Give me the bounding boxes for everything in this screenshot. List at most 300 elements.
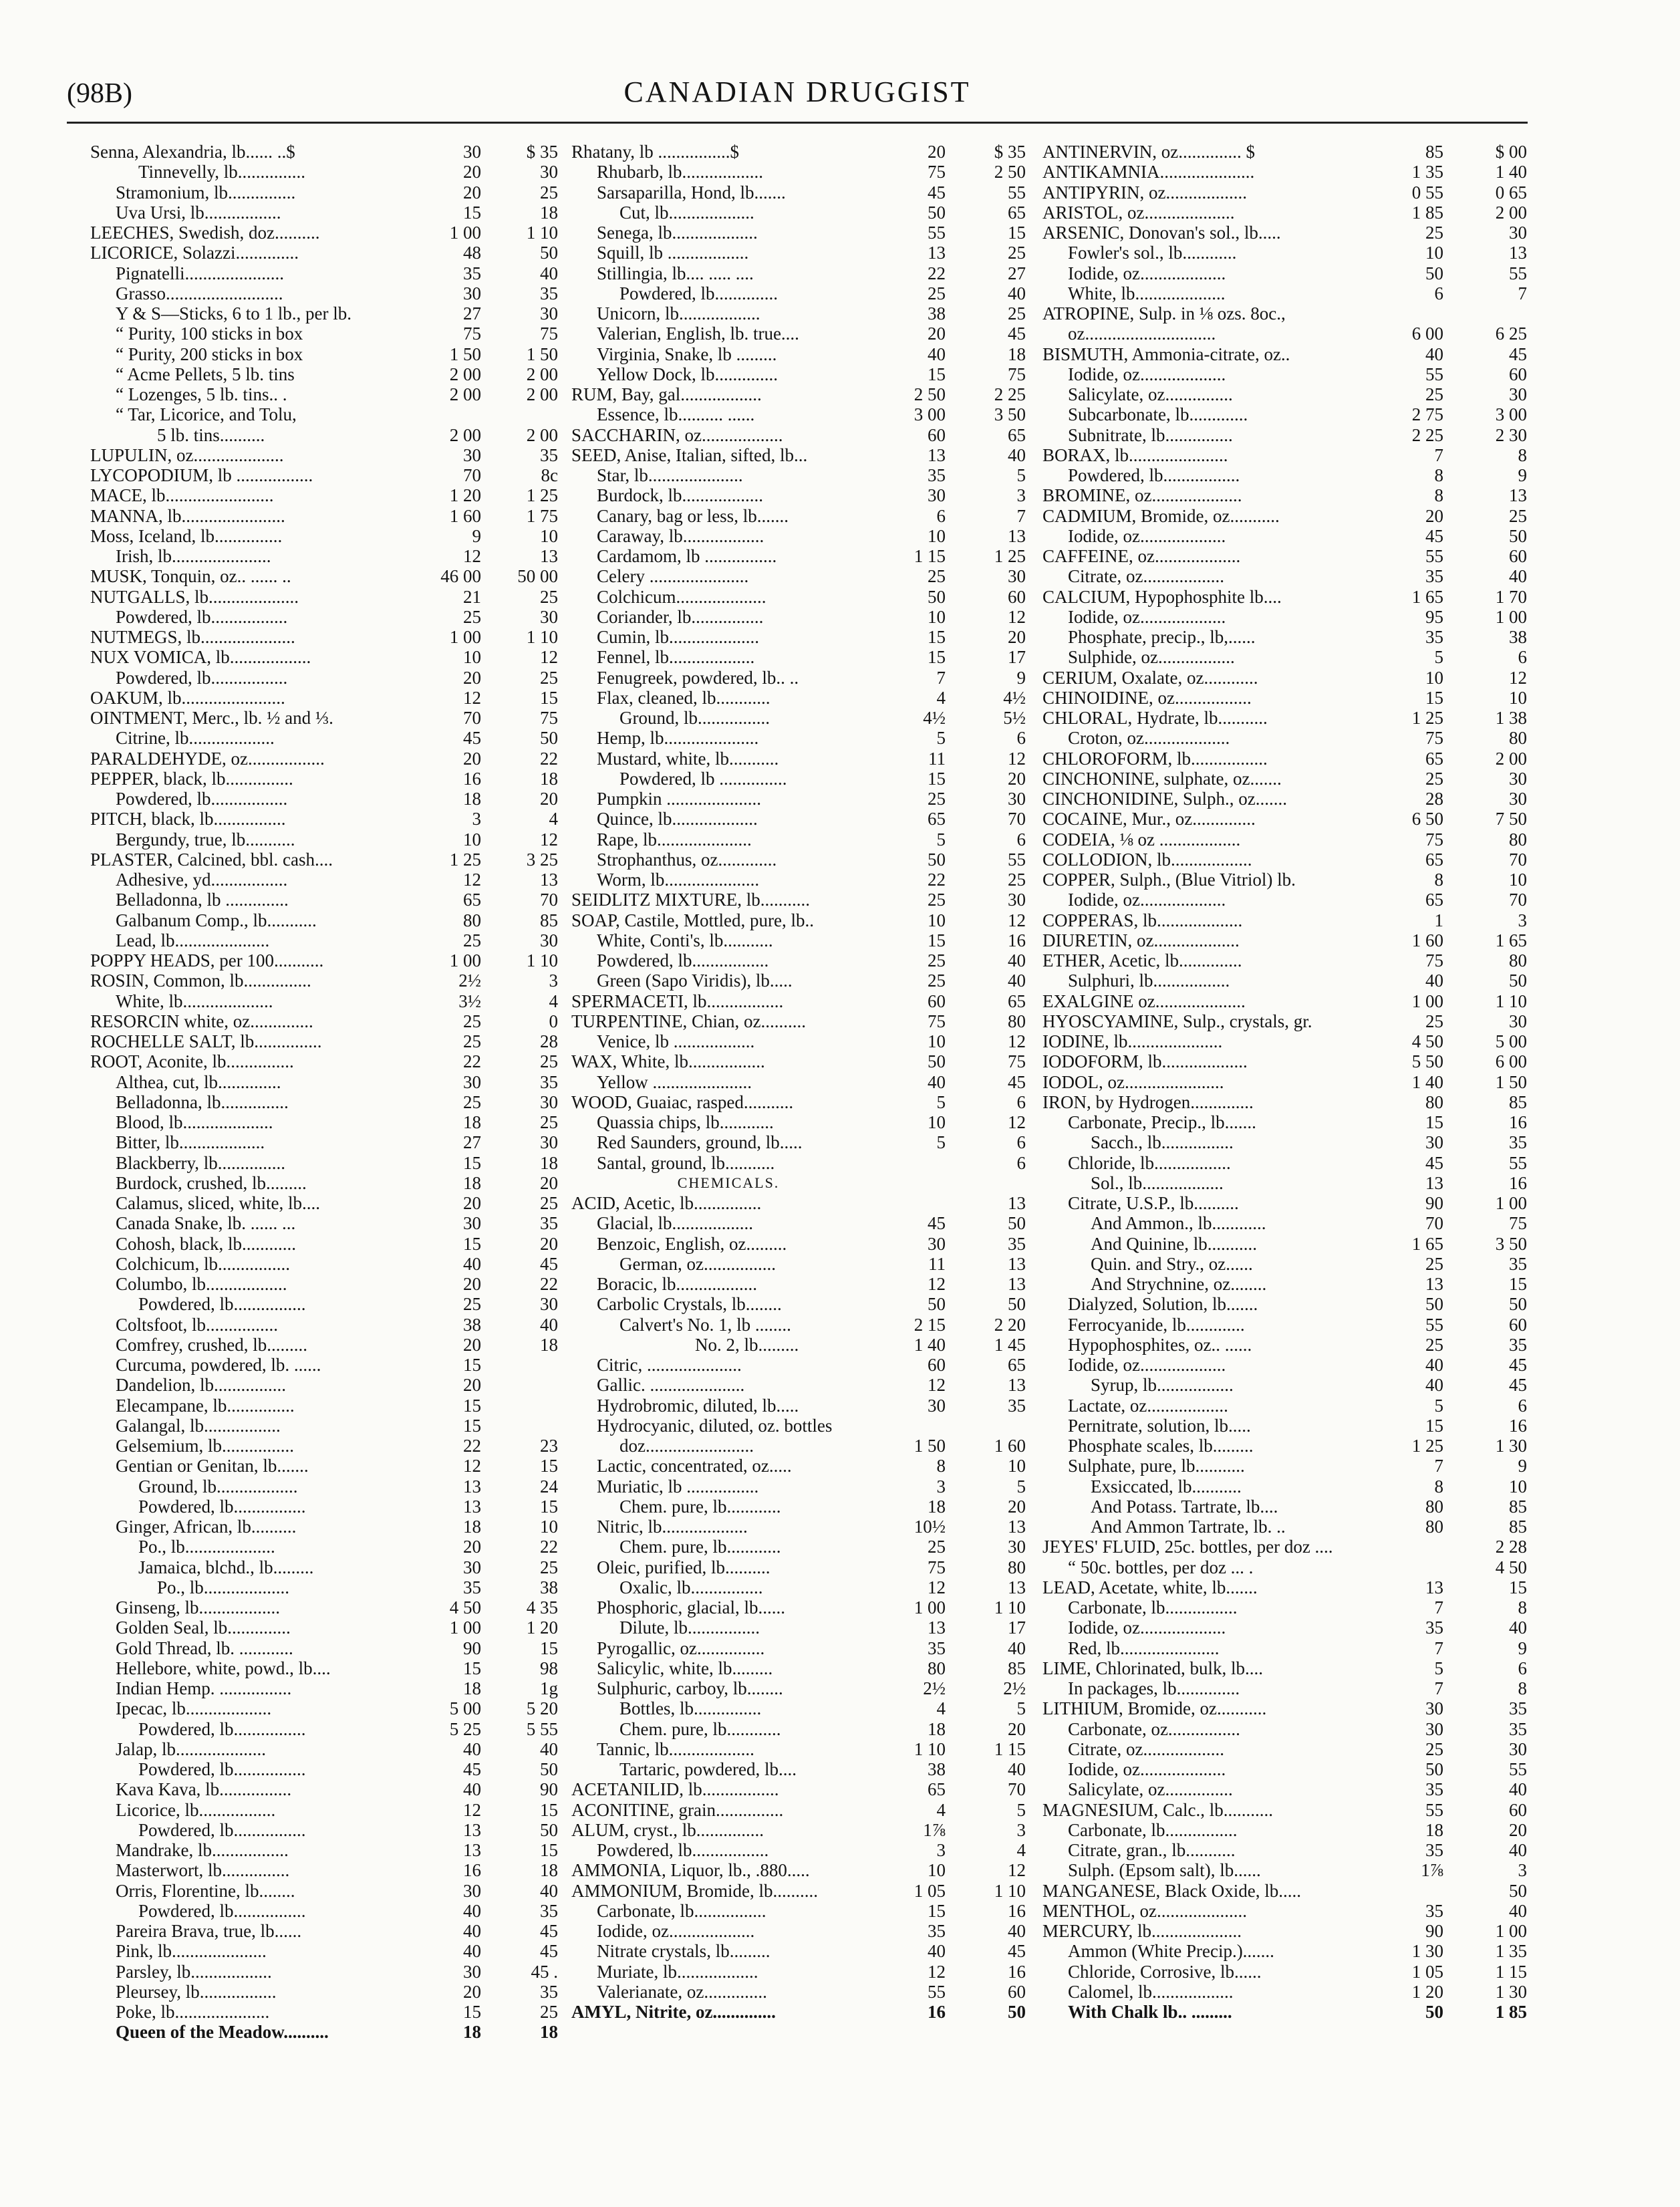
price-row — [1042, 344, 1530, 364]
price-row — [571, 1517, 1032, 1537]
price-high: 15 — [1008, 223, 1026, 243]
item-name: Comfrey, crushed, lb......... — [116, 1334, 307, 1355]
price-high: 15 — [1509, 1577, 1527, 1597]
item-name: Gallic. ..................... — [597, 1375, 745, 1396]
item-name: “ 50c. bottles, per doz ... . — [1068, 1557, 1254, 1577]
price-row — [1042, 546, 1530, 566]
price-high: 85 — [1509, 1496, 1527, 1517]
price-high: 15 — [540, 1638, 558, 1658]
price-low: 20 — [463, 1537, 481, 1557]
item-name: ANTIKAMNIA..................... — [1042, 162, 1255, 182]
price-row — [571, 789, 1032, 809]
price-row — [1042, 890, 1530, 910]
price-low: 65 — [1425, 748, 1443, 769]
item-name: Bitter, lb................... — [116, 1132, 265, 1153]
item-name: Uva Ursi, lb................. — [116, 202, 281, 223]
price-row — [1042, 263, 1530, 283]
price-high: 0 — [549, 1011, 558, 1031]
price-high: 13 — [1008, 1577, 1026, 1597]
price-high: 3 25 — [526, 849, 558, 870]
price-high: 4 — [549, 809, 558, 829]
price-row — [90, 344, 561, 364]
price-row — [571, 668, 1032, 688]
price-row — [1042, 1921, 1530, 1941]
price-row — [1042, 243, 1530, 263]
price-low: 80 — [1425, 1091, 1443, 1112]
price-row — [90, 1537, 561, 1557]
price-row — [1042, 809, 1530, 829]
price-high: 12 — [540, 647, 558, 668]
price-row — [90, 566, 561, 586]
price-high: 12 — [1008, 606, 1026, 627]
item-name: OAKUM, lb....................... — [90, 687, 285, 708]
price-row — [1042, 870, 1530, 890]
price-column-1 — [90, 142, 561, 2043]
item-name: Ipecac, lb................... — [116, 1698, 272, 1719]
price-high: 2½ — [1003, 1678, 1026, 1698]
price-row — [90, 688, 561, 708]
price-high: 50 — [1509, 1880, 1527, 1901]
item-name: Valerianate, oz.............. — [597, 1981, 767, 2002]
price-low: 2 50 — [914, 384, 946, 404]
item-name: White, lb.................... — [116, 991, 273, 1011]
item-name: Licorice, lb................. — [116, 1799, 276, 1820]
price-row — [571, 1274, 1032, 1294]
price-row — [1042, 1234, 1530, 1254]
price-low: 15 — [463, 1658, 481, 1678]
price-low: 25 — [928, 970, 946, 991]
price-row — [571, 303, 1032, 323]
price-low: 20 — [463, 1193, 481, 1213]
price-row — [571, 1011, 1032, 1031]
item-name: Tannic, lb................... — [597, 1738, 754, 1759]
price-high: 16 — [1509, 1172, 1527, 1193]
price-low: 75 — [1425, 728, 1443, 749]
item-name: MACE, lb........................ — [90, 485, 274, 506]
price-low: 18 — [928, 1496, 946, 1517]
price-high: 80 — [1509, 950, 1527, 970]
price-row — [90, 749, 561, 769]
price-low: 25 — [1425, 1011, 1443, 1031]
item-name: Phosphate, precip., lb,...... — [1068, 627, 1256, 647]
price-row — [90, 1719, 561, 1739]
price-low: 45 — [1425, 1152, 1443, 1173]
item-name: Dandelion, lb................ — [116, 1375, 286, 1396]
price-low: 15 — [928, 930, 946, 950]
price-high: 1 30 — [1495, 1981, 1527, 2002]
price-row — [571, 1416, 1032, 1436]
price-high: 50 — [1509, 1294, 1527, 1315]
price-row — [571, 263, 1032, 283]
item-name: HYOSCYAMINE, Sulp., crystals, gr. — [1042, 1011, 1312, 1031]
price-low: 25 — [928, 950, 946, 970]
item-name: Elecampane, lb............... — [116, 1395, 295, 1416]
price-row — [1042, 1436, 1530, 1456]
price-low: 1 20 — [1411, 1981, 1443, 2002]
price-row — [571, 1881, 1032, 1901]
item-name: Dilute, lb................ — [619, 1617, 760, 1638]
item-name: Virginia, Snake, lb ......... — [597, 344, 777, 364]
price-high: 20 — [1008, 1496, 1026, 1517]
price-row — [1042, 1072, 1530, 1092]
price-row — [1042, 566, 1530, 586]
item-name: ARISTOL, oz.................... — [1042, 202, 1235, 223]
item-name: Flax, cleaned, lb............ — [597, 687, 771, 708]
price-low: 2½ — [923, 1678, 946, 1698]
item-name: Calvert's No. 1, lb ........ — [619, 1314, 791, 1335]
item-name: Senega, lb................... — [597, 223, 758, 243]
price-low: 5 — [1434, 1395, 1443, 1416]
price-high: 18 — [540, 202, 558, 223]
price-row — [571, 1254, 1032, 1274]
price-high: 1 38 — [1495, 708, 1527, 728]
price-low: 13 — [928, 444, 946, 465]
price-high: 2 00 — [526, 384, 558, 404]
price-low: 55 — [1425, 1314, 1443, 1335]
price-row — [571, 647, 1032, 667]
price-low: 35 — [1425, 1840, 1443, 1860]
price-row — [90, 1375, 561, 1395]
item-name: Syrup, lb................. — [1091, 1375, 1234, 1396]
item-name: Coltsfoot, lb................ — [116, 1314, 279, 1335]
item-name: Carbolic Crystals, lb........ — [597, 1294, 782, 1315]
price-high: 20 — [540, 1233, 558, 1254]
price-high: 4 — [1016, 1840, 1026, 1860]
item-name: Lactate, oz.................. — [1068, 1395, 1228, 1416]
price-low: 20 — [463, 162, 481, 182]
item-name: Coriander, lb................ — [597, 606, 764, 627]
price-high: 12 — [1008, 1112, 1026, 1132]
price-high: 17 — [1008, 1617, 1026, 1638]
price-high: 35 — [1008, 1233, 1026, 1254]
price-low: 60 — [928, 1355, 946, 1375]
item-name: Canada Snake, lb. ...... ... — [116, 1213, 296, 1234]
price-row — [90, 1698, 561, 1718]
price-row — [1042, 1375, 1530, 1395]
price-high: 45 — [1509, 1375, 1527, 1396]
price-high: 40 — [1008, 950, 1026, 970]
item-name: Galbanum Comp., lb........... — [116, 910, 317, 930]
price-high: 1 00 — [1495, 606, 1527, 627]
price-row — [90, 627, 561, 647]
price-row — [1042, 1719, 1530, 1739]
price-row — [90, 485, 561, 505]
item-name: CHINOIDINE, oz................. — [1042, 687, 1252, 708]
price-row — [90, 809, 561, 829]
item-name: Carbonate, lb................ — [1068, 1597, 1238, 1617]
price-low: 12 — [928, 1961, 946, 1982]
price-low: 4 — [936, 687, 946, 708]
price-row — [90, 223, 561, 243]
price-high: 2 00 — [1495, 748, 1527, 769]
price-high: 30 — [1509, 789, 1527, 809]
item-name: CAFFEINE, oz................... — [1042, 546, 1241, 566]
item-name: Carbonate, Precip., lb....... — [1068, 1112, 1256, 1132]
item-name: Pernitrate, solution, lb..... — [1068, 1415, 1251, 1436]
price-low: 30 — [928, 1395, 946, 1416]
item-name: BISMUTH, Ammonia-citrate, oz.. — [1042, 344, 1290, 364]
item-name: Powdered, lb.............. — [619, 283, 778, 303]
price-low: 75 — [928, 162, 946, 182]
price-high: 25 — [540, 586, 558, 607]
price-low: 2 15 — [914, 1314, 946, 1335]
price-high: 27 — [1008, 263, 1026, 283]
price-high: 1 65 — [1495, 930, 1527, 950]
price-low: 40 — [1425, 344, 1443, 364]
item-name: Phosphate scales, lb......... — [1068, 1436, 1254, 1456]
price-row — [90, 425, 561, 445]
price-row — [90, 930, 561, 950]
price-row — [571, 809, 1032, 829]
price-low: 35 — [928, 1921, 946, 1941]
item-name: Curcuma, powdered, lb. ...... — [116, 1355, 321, 1375]
item-name: Parsley, lb.................. — [116, 1961, 272, 1982]
item-name: Essence, lb.......... ...... — [597, 404, 755, 425]
price-high: 1 30 — [1495, 1436, 1527, 1456]
price-row — [90, 1860, 561, 1880]
price-high: 65 — [1008, 1355, 1026, 1375]
price-low: 5 — [1434, 647, 1443, 668]
price-high: 13 — [1008, 1517, 1026, 1537]
item-name: Iodide, oz................... — [1068, 364, 1226, 384]
price-row — [571, 1577, 1032, 1597]
price-low: 55 — [928, 1981, 946, 2002]
item-name: IODOL, oz...................... — [1042, 1071, 1224, 1092]
price-high: 3 50 — [994, 404, 1026, 425]
price-row — [571, 1658, 1032, 1678]
price-high: 85 — [1008, 1658, 1026, 1678]
price-row — [90, 1800, 561, 1820]
price-high: 40 — [540, 1314, 558, 1335]
item-name: ANTIPYRIN, oz.................. — [1042, 182, 1247, 203]
price-low: 35 — [1425, 627, 1443, 647]
price-low: 4½ — [923, 708, 946, 728]
item-name: Indian Hemp. ................ — [116, 1678, 292, 1698]
price-high: 13 — [540, 546, 558, 566]
item-name: Sulph. (Epsom salt), lb...... — [1068, 1860, 1261, 1881]
price-low: 4 50 — [1411, 1031, 1443, 1051]
item-name: Ground, lb.................. — [138, 1476, 298, 1497]
price-low: 25 — [1425, 1738, 1443, 1759]
price-high: 6 — [1518, 647, 1527, 668]
price-high: 70 — [540, 890, 558, 910]
price-low: 25 — [1425, 223, 1443, 243]
item-name: COLLODION, lb.................. — [1042, 849, 1252, 870]
price-high: 10 — [1509, 687, 1527, 708]
price-low: 80 — [1425, 1517, 1443, 1537]
price-low: 15 — [463, 202, 481, 223]
price-low: 1 00 — [914, 1597, 946, 1617]
price-high: 60 — [1008, 1981, 1026, 2002]
price-low: 18 — [463, 1172, 481, 1193]
item-name: “ Purity, 100 sticks in box — [116, 323, 303, 344]
price-row — [571, 1436, 1032, 1456]
item-name: Chem. pure, lb............ — [619, 1718, 781, 1739]
price-row — [1042, 1800, 1530, 1820]
price-low: 15 — [463, 1395, 481, 1416]
price-low: 46 00 — [440, 566, 481, 587]
item-name: Galangal, lb................. — [116, 1415, 281, 1436]
price-high: 35 — [1509, 1718, 1527, 1739]
price-low: 25 — [928, 283, 946, 303]
price-row — [1042, 1962, 1530, 1982]
price-row — [571, 1112, 1032, 1132]
price-high: 1 75 — [526, 505, 558, 526]
price-row — [571, 465, 1032, 485]
price-row — [1042, 1597, 1530, 1617]
price-low: 40 — [928, 344, 946, 364]
price-low: 90 — [1425, 1193, 1443, 1213]
item-name: “ Tar, Licorice, and Tolu, — [116, 404, 297, 425]
item-name: Yellow Dock, lb.............. — [597, 364, 779, 384]
price-row — [90, 263, 561, 283]
price-low: 5 — [936, 1132, 946, 1153]
price-low: 50 — [928, 849, 946, 870]
item-name: ALUM, cryst., lb............... — [571, 1819, 764, 1840]
price-high: 10 — [1509, 1476, 1527, 1497]
item-name: Iodide, oz................... — [597, 1921, 755, 1941]
price-low: 8 — [1434, 465, 1443, 485]
price-high: 45 — [1008, 1071, 1026, 1092]
item-name: Rhatany, lb ................$ — [571, 142, 739, 162]
item-name: Salicylate, oz............... — [1068, 384, 1233, 404]
price-low: 1 00 — [449, 223, 481, 243]
price-high: 1 15 — [994, 1738, 1026, 1759]
price-low: 20 — [463, 182, 481, 203]
price-low: 8 — [1434, 485, 1443, 506]
price-low: 30 — [928, 485, 946, 506]
price-row — [1042, 1860, 1530, 1880]
price-high: 8 — [1518, 1678, 1527, 1698]
item-name: Iodide, oz................... — [1068, 263, 1226, 283]
price-row — [571, 283, 1032, 303]
price-row — [90, 142, 561, 162]
price-row — [90, 1193, 561, 1213]
item-name: White, Conti's, lb........... — [597, 930, 773, 950]
price-row — [90, 283, 561, 303]
price-high: 1 45 — [994, 1334, 1026, 1355]
price-row — [1042, 1577, 1530, 1597]
price-row — [1042, 1092, 1530, 1112]
price-high: 13 — [1008, 1375, 1026, 1396]
price-row — [571, 142, 1032, 162]
price-low: 1 15 — [914, 546, 946, 566]
price-row — [1042, 1051, 1530, 1071]
price-high: 25 — [540, 1557, 558, 1577]
price-low: 25 — [463, 1091, 481, 1112]
price-row — [571, 1982, 1032, 2002]
price-low: 0 55 — [1411, 182, 1443, 203]
price-row — [90, 1820, 561, 1840]
price-high: 15 — [540, 1840, 558, 1860]
price-row — [1042, 142, 1530, 162]
item-name: WAX, White, lb................. — [571, 1051, 765, 1072]
price-high: 75 — [540, 323, 558, 344]
price-low: 11 — [928, 1253, 946, 1274]
price-low: 13 — [1425, 1172, 1443, 1193]
price-high: 20 — [1008, 1718, 1026, 1739]
item-name: MANGANESE, Black Oxide, lb..... — [1042, 1880, 1301, 1901]
price-high: 15 — [540, 1456, 558, 1476]
price-high: 15 — [1509, 1274, 1527, 1294]
price-low: 1⅞ — [1421, 1860, 1443, 1881]
price-low: 50 — [928, 1051, 946, 1072]
price-high: 30 — [540, 162, 558, 182]
price-row — [1042, 485, 1530, 505]
price-row — [1042, 1011, 1530, 1031]
price-row — [90, 1112, 561, 1132]
item-name: And Quinine, lb........... — [1091, 1233, 1257, 1254]
price-high: 75 — [1509, 1213, 1527, 1234]
price-low: 15 — [463, 1233, 481, 1254]
item-name: CINCHONINE, sulphate, oz....... — [1042, 768, 1282, 789]
price-row — [1042, 1982, 1530, 2002]
price-high: 1 85 — [1495, 2002, 1527, 2022]
price-low: 15 — [928, 647, 946, 668]
item-name: MENTHOL, oz.................... — [1042, 1900, 1247, 1921]
price-row — [571, 1759, 1032, 1779]
item-name: Kava Kava, lb................ — [116, 1779, 292, 1800]
item-name: Ammon (White Precip.)....... — [1068, 1941, 1274, 1962]
price-high: 55 — [1008, 182, 1026, 203]
price-high: $ 00 — [1495, 142, 1527, 162]
price-row — [90, 1982, 561, 2002]
price-row — [90, 1031, 561, 1051]
item-name: Cardamom, lb ................ — [597, 546, 777, 566]
price-high: 30 — [1509, 1738, 1527, 1759]
price-row — [1042, 728, 1530, 748]
price-low: 7 — [1434, 1638, 1443, 1658]
item-name: SOAP, Castile, Mottled, pure, lb.. — [571, 910, 814, 930]
price-row — [571, 1921, 1032, 1941]
item-name: Rhubarb, lb.................. — [597, 162, 763, 182]
price-high: 60 — [1008, 586, 1026, 607]
item-name: Columbo, lb.................. — [116, 1274, 287, 1294]
price-row — [1042, 526, 1530, 546]
price-high: 9 — [1518, 1456, 1527, 1476]
price-high: 6 — [1016, 728, 1026, 749]
price-row — [571, 1051, 1032, 1071]
price-high: 40 — [540, 1880, 558, 1901]
price-low: 45 — [928, 182, 946, 203]
item-name: NUX VOMICA, lb.................. — [90, 647, 311, 668]
price-high: 2 28 — [1495, 1537, 1527, 1557]
price-high: 40 — [540, 1738, 558, 1759]
price-low: 55 — [1425, 364, 1443, 384]
price-row — [1042, 688, 1530, 708]
price-low: 7 — [1434, 1678, 1443, 1698]
item-name: Muriate, lb.................. — [597, 1961, 758, 1982]
price-row — [571, 1962, 1032, 1982]
item-name: Burdock, lb.................. — [597, 485, 763, 506]
price-row — [1042, 647, 1530, 667]
price-row — [571, 1335, 1032, 1355]
price-row — [571, 749, 1032, 769]
price-low: 12 — [928, 1375, 946, 1396]
price-high: 4 50 — [1495, 1557, 1527, 1577]
price-low: 25 — [463, 930, 481, 950]
price-low: 8 — [936, 1456, 946, 1476]
price-row — [571, 1456, 1032, 1476]
price-row — [1042, 829, 1530, 850]
price-low: 13 — [463, 1476, 481, 1497]
price-column-3 — [1042, 142, 1530, 2022]
price-low: 38 — [928, 303, 946, 323]
item-name: Jamaica, blchd., lb......... — [138, 1557, 314, 1577]
price-high: 6 — [1016, 1132, 1026, 1153]
price-high: 25 — [1008, 303, 1026, 323]
price-high: 35 — [540, 1900, 558, 1921]
